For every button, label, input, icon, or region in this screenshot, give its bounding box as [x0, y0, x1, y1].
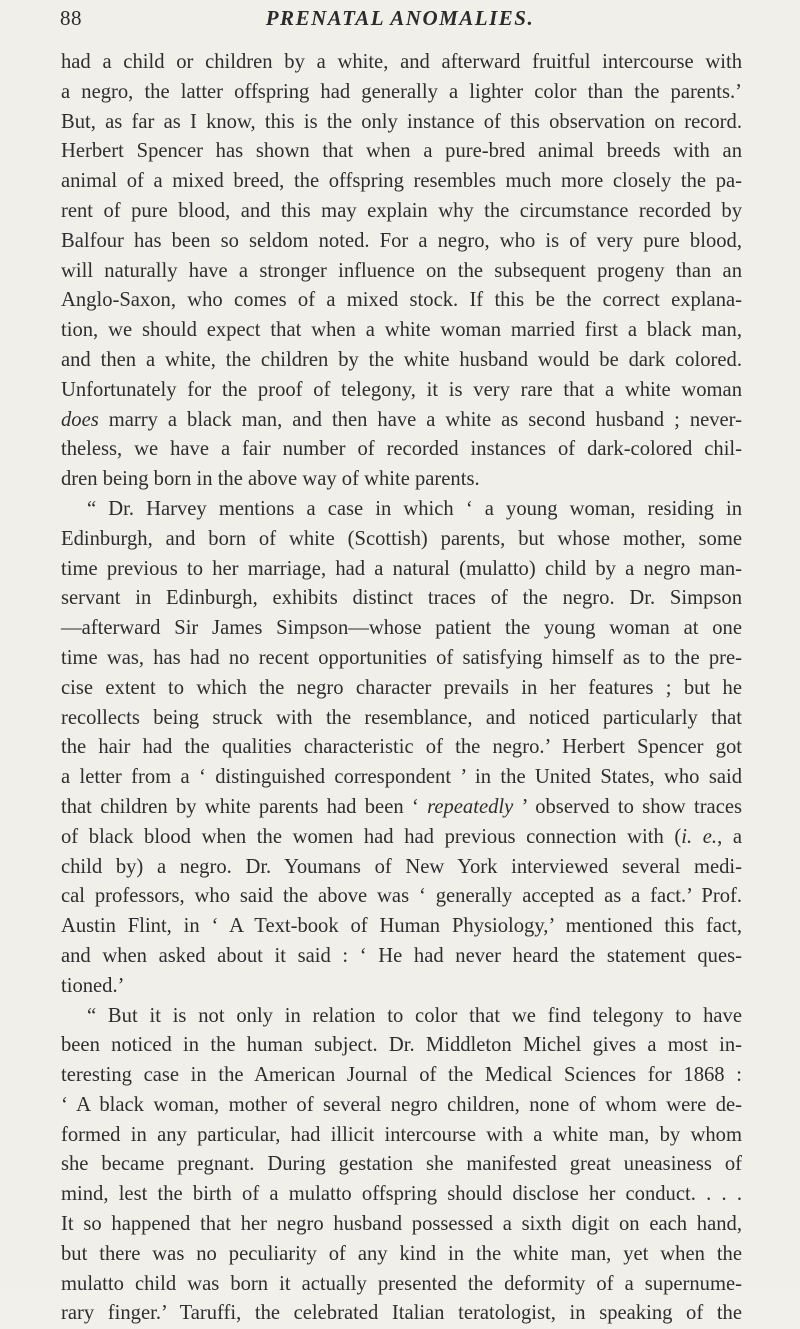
- text-line: mulatto child was born it actually presented the deformity of a supernume-: [61, 1272, 742, 1295]
- text-line: “ Dr. Harvey mentions a case in which ‘ a young woman, residing in: [87, 497, 742, 520]
- text-line: But, as far as I know, this is the only instance of this observation on record.: [61, 110, 742, 133]
- text-line: and when asked about it said : ‘ He had never heard the statement ques-: [61, 944, 742, 967]
- text-line: cal professors, who said the above was ‘ generally accepted as a fact.’ Prof.: [61, 885, 742, 908]
- text-line: ‘ A black woman, mother of several negro children, none of whom were de-: [61, 1093, 742, 1116]
- page-number: 88: [60, 6, 82, 30]
- text-line: cise extent to which the negro character prevails in her features ; but he: [61, 676, 742, 699]
- body-text: [61, 48, 742, 1329]
- text-line: formed in any particular, had illicit intercourse with a white man, by whom: [61, 1123, 742, 1146]
- text-line: recollects being struck with the resemblance, and noticed particularly that: [61, 706, 742, 729]
- text-line: Anglo-Saxon, who comes of a mixed stock. If this be the correct explana-: [61, 289, 742, 312]
- text-line: had a child or children by a white, and afterward fruitful intercourse with: [61, 51, 742, 73]
- text-line: It so happened that her negro husband possessed a sixth digit on each hand,: [61, 1213, 742, 1236]
- text-line: been noticed in the human subject. Dr. Middleton Michel gives a most in-: [61, 1034, 742, 1057]
- text-line: time previous to her marriage, had a natural (mulatto) child by a negro man-: [61, 557, 742, 580]
- text-segment: that children by white parents had been ‘: [61, 795, 428, 818]
- text-line: animal of a mixed breed, the offspring resembles much more closely the pa-: [61, 170, 742, 193]
- text-line: a negro, the latter offspring had generally a lighter color than the parents.’: [61, 80, 742, 103]
- text-line: the hair had the qualities characteristic of the negro.’ Herbert Spencer got: [61, 736, 742, 759]
- text-line: time was, has had no recent opportunities of satisfying himself as to the pre-: [61, 646, 742, 669]
- running-head: PRENATAL ANOMALIES.: [265, 6, 535, 30]
- emphasis-text: repeatedly: [427, 795, 514, 818]
- text-line: rary finger.’ Taruffi, the celebrated Italian teratologist, in speaking of the: [61, 1302, 742, 1325]
- emphasis-text: does: [61, 408, 99, 431]
- text-line: [61, 406, 742, 436]
- text-line: Austin Flint, in ‘ A Text-book of Human Physiology,’ mentioned this fact,: [61, 915, 742, 938]
- text-segment: of black blood when the women had had previous connection with (: [61, 825, 682, 848]
- text-line: but there was no peculiarity of any kind in the white man, yet when the: [61, 1242, 742, 1265]
- text-line: [61, 823, 742, 853]
- text-segment: ’ observed to show traces: [513, 795, 742, 818]
- emphasis-text: i. e.: [681, 825, 718, 848]
- text-line: tion, we should expect that when a white woman married first a black man,: [61, 319, 742, 342]
- text-line: a letter from a ‘ distinguished correspondent ’ in the United States, who said: [61, 766, 742, 789]
- text-line: servant in Edinburgh, exhibits distinct traces of the negro. Dr. Simpson: [61, 587, 742, 610]
- text-line: —afterward Sir James Simpson—whose patient the young woman at one: [61, 617, 742, 640]
- text-line: teresting case in the American Journal of the Medical Sciences for 1868 :: [61, 1064, 742, 1087]
- text-line: Herbert Spencer has shown that when a pure-bred animal breeds with an: [61, 140, 742, 163]
- text-line: child by) a negro. Dr. Youmans of New York interviewed several medi-: [61, 855, 742, 878]
- text-segment: , a: [717, 825, 742, 848]
- text-line: will naturally have a stronger influence on the subsequent progeny than an: [61, 259, 742, 282]
- text-line: tioned.’: [61, 974, 125, 997]
- text-line: Unfortunately for the proof of telegony, it is very rare that a white woman: [61, 378, 742, 401]
- text-line: mind, lest the birth of a mulatto offspring should disclose her conduct. . . .: [61, 1183, 742, 1206]
- text-line: Balfour has been so seldom noted. For a negro, who is of very pure blood,: [61, 229, 742, 252]
- text-line: and then a white, the children by the white husband would be dark colored.: [61, 348, 742, 371]
- text-line: she became pregnant. During gestation she manifested great uneasiness of: [61, 1153, 742, 1176]
- text-line: [61, 793, 742, 823]
- page-header: [60, 6, 740, 38]
- text-line: Edinburgh, and born of white (Scottish) parents, but whose mother, some: [61, 527, 742, 550]
- text-line: “ But it is not only in relation to color that we find telegony to have: [87, 1004, 742, 1027]
- text-line: theless, we have a fair number of recorded instances of dark-colored chil-: [61, 438, 742, 461]
- text-segment: marry a black man, and then have a white as second husband ; never-: [98, 408, 742, 431]
- text-line: dren being born in the above way of white parents.: [61, 468, 480, 491]
- text-line: rent of pure blood, and this may explain why the circumstance recorded by: [61, 199, 742, 222]
